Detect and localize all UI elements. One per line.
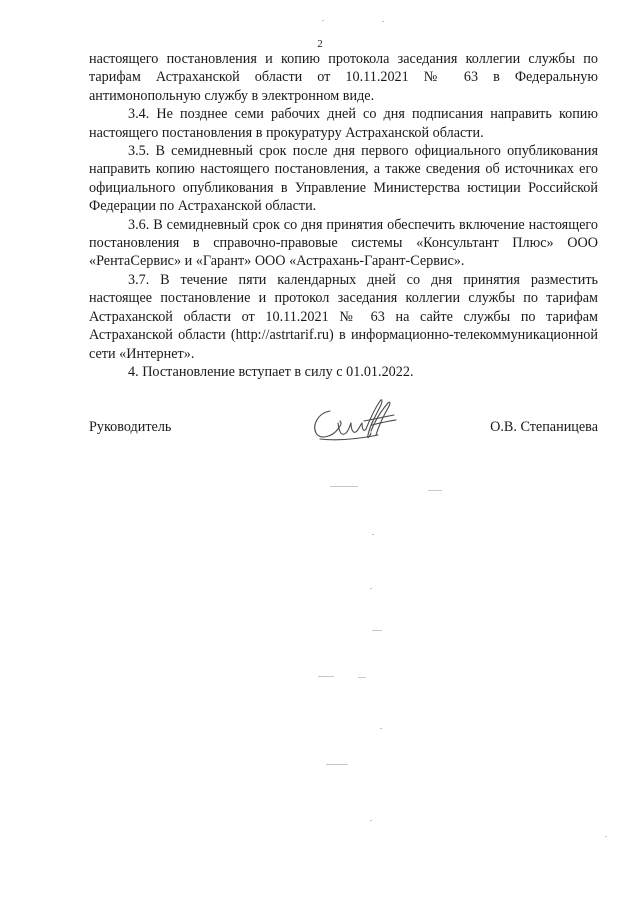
paragraph-3-5: 3.5. В семидневный срок после дня первого официального опубликования направить копию настоящего постановления, а также сведения об источниках его официального опубликования в Управление Министерства юстиции Российской Федерации по Астраханской области. (89, 143, 598, 215)
scan-artifact (326, 764, 348, 765)
signatory-title: Руководитель (89, 419, 172, 435)
scan-artifact (372, 630, 382, 631)
paragraph-3-7: 3.7. В течение пяти календарных дней со дня принятия разместить настоящее постановление и протокол заседания коллегии службы по тарифам Астраханской области от 10.11.2021 № 63 на сайте службы по тарифам Астраханской области (http://astrtarif.ru) в информационно-телекоммуникационной сети «Интернет». (89, 271, 598, 362)
scan-artifact (428, 490, 442, 491)
scan-artifact (322, 20, 324, 21)
page-number: 2 (317, 38, 323, 50)
scan-artifact (330, 486, 358, 487)
document-body (89, 50, 598, 381)
scan-artifact (380, 728, 382, 729)
scan-artifact (605, 836, 607, 837)
handwritten-signature (308, 393, 400, 445)
scan-artifact (370, 820, 372, 821)
paragraph-3-4: 3.4. Не позднее семи рабочих дней со дня подписания направить копию настоящего постановления в прокуратуру Астраханской области. (89, 106, 598, 141)
scan-artifact (358, 677, 366, 678)
scan-artifact (372, 534, 374, 535)
paragraph-4: 4. Постановление вступает в силу с 01.01.2022. (128, 363, 414, 380)
signatory-name: О.В. Степаницева (490, 419, 598, 435)
paragraph-3-6: 3.6. В семидневный срок со дня принятия обеспечить включение настоящего постановления в справочно-правовые системы «Консультант Плюс» ООО «РентаСервис» и «Гарант» ООО «Астрахань-Гарант-Сервис». (89, 216, 598, 270)
scan-artifact (382, 21, 384, 22)
paragraph-continuation: настоящего постановления и копию протокола заседания коллегии службы по тарифам Астраханской области от 10.11.2021 № 63 в Федеральную антимонопольную службу в электронном виде. (89, 51, 598, 104)
scan-artifact (370, 588, 372, 589)
scan-artifact (318, 676, 334, 677)
